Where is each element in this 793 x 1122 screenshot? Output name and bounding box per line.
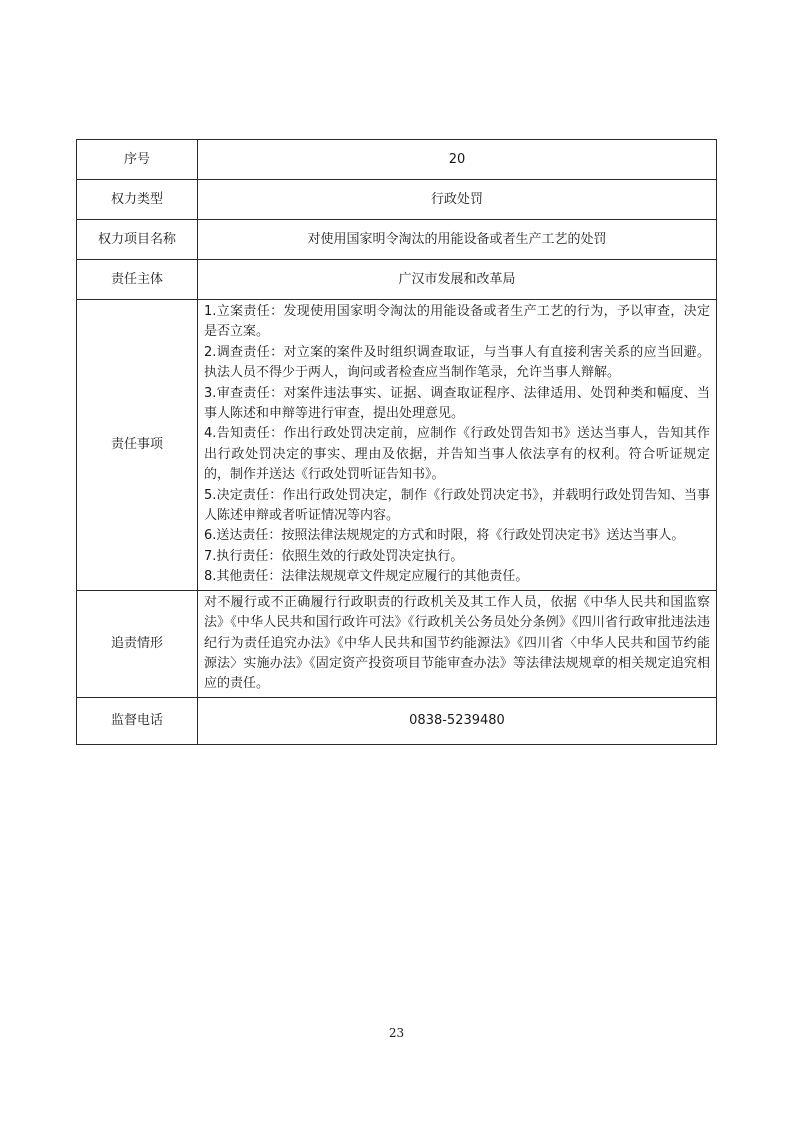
- duty-item-execution: 7.执行责任：依照生效的行政处罚决定执行。: [204, 548, 464, 564]
- accountability-label: 追责情形: [77, 590, 198, 697]
- responsibility-items-text: [198, 300, 717, 591]
- power-item-name-row: [77, 220, 717, 260]
- supervision-phone-row: [77, 697, 717, 744]
- duty-item-review: 3.审查责任：对案件违法事实、证据、调查取证程序、法律适用、处罚种类和幅度、当事人陈述和申辩等进行审查，提出处理意见。: [204, 385, 710, 422]
- responsible-entity-label: 责任主体: [77, 260, 198, 300]
- duty-item-notification: 4.告知责任：作出行政处罚决定前，应制作《行政处罚告知书》送达当事人，告知其作出行政处罚决定的事实、理由及依据，并告知当事人依法享有的权利。符合听证规定的，制作并送达《行政处罚听证告知书》。: [204, 426, 710, 483]
- responsible-entity-row: [77, 260, 717, 300]
- supervision-phone-label: 监督电话: [77, 697, 198, 744]
- power-type-row: [77, 180, 717, 220]
- power-item-name-value: 对使用国家明令淘汰的用能设备或者生产工艺的处罚: [198, 220, 717, 260]
- serial-number-label: 序号: [77, 140, 198, 180]
- duty-item-decision: 5.决定责任：作出行政处罚决定，制作《行政处罚决定书》，并载明行政处罚告知、当事人陈述申辩或者听证情况等内容。: [204, 487, 710, 524]
- duty-item-delivery: 6.送达责任：按照法律法规规定的方式和时限，将《行政处罚决定书》送达当事人。: [204, 528, 685, 544]
- power-type-label: 权力类型: [77, 180, 198, 220]
- power-item-name-label: 权力项目名称: [77, 220, 198, 260]
- accountability-row: [77, 590, 717, 697]
- duty-item-other: 8.其他责任：法律法规规章文件规定应履行的其他责任。: [204, 569, 529, 585]
- power-responsibility-table: [76, 139, 717, 745]
- supervision-phone-value: 0838-5239480: [198, 697, 717, 744]
- responsibility-items-row: [77, 300, 717, 591]
- page-number: 23: [388, 1026, 405, 1040]
- responsibility-items-label: 责任事项: [77, 300, 198, 591]
- accountability-text: 对不履行或不正确履行行政职责的行政机关及其工作人员，依据《中华人民共和国监察法》《中华人民共和国行政许可法》《行政机关公务员处分条例》《四川省行政审批违法违纪行为责任追究办法》《中华人民共和国节约能源法》《四川省〈中华人民共和国节约能源法〉实施办法》《固定资产投资项目节能审查办法》等法律法规规章的相关规定追究相应的责任。: [198, 590, 717, 697]
- duty-item-filing: 1.立案责任：发现使用国家明令淘汰的用能设备或者生产工艺的行为，予以审查，决定是否立案。: [204, 304, 710, 340]
- duty-item-investigation: 2.调查责任：对立案的案件及时组织调查取证，与当事人有直接利害关系的应当回避。执法人员不得少于两人，询问或者检查应当制作笔录，允许当事人辩解。: [204, 344, 710, 381]
- responsible-entity-value: 广汉市发展和改革局: [198, 260, 717, 300]
- serial-number-value: 20: [198, 140, 717, 180]
- serial-number-row: [77, 140, 717, 180]
- power-type-value: 行政处罚: [198, 180, 717, 220]
